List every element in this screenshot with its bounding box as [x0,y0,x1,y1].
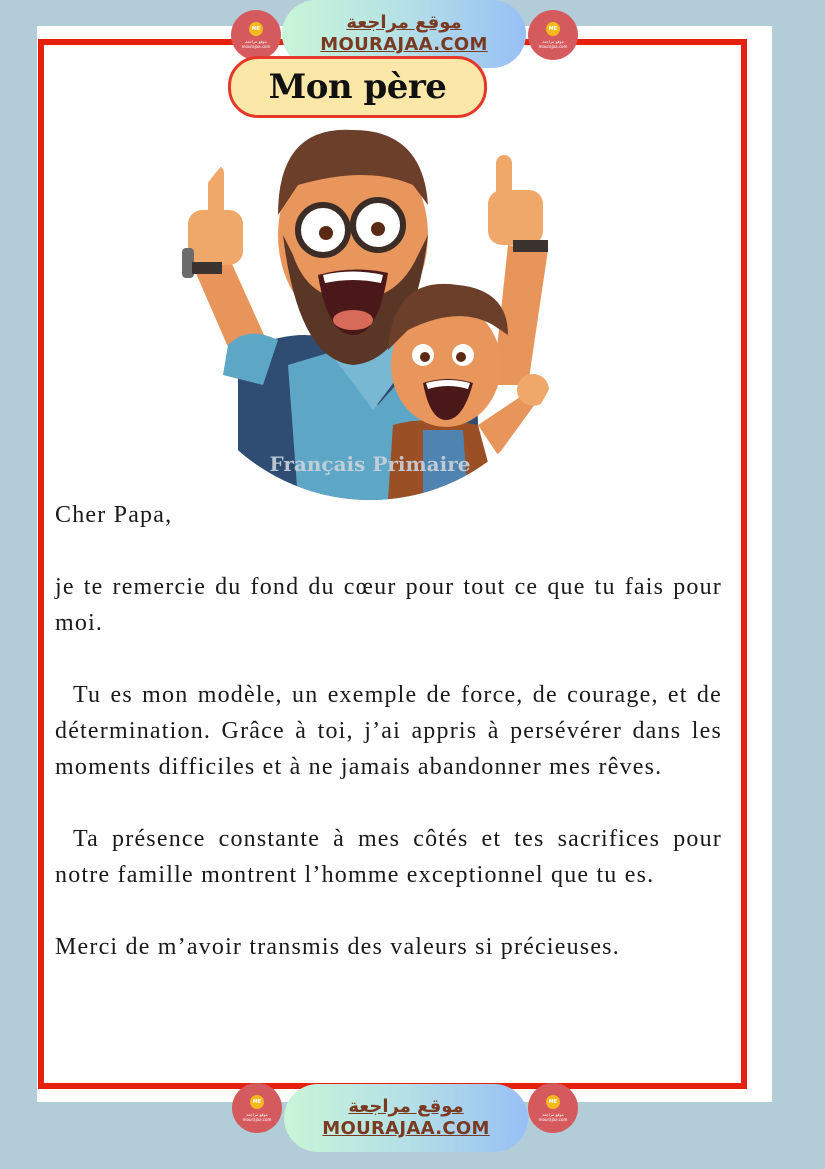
page-title: Mon père [228,56,487,118]
badge-caption: موقع مراجعة mourajaa.com [538,1111,568,1122]
letter-paragraph-4: Merci de m’avoir transmis des valeurs si précieuses. [55,934,620,960]
letter-paragraph-3: Ta présence constante à mes côtés et tes sacrifices pour notre famille montrent l’homme exceptionnel que tu es. [55,826,722,888]
badge-caption: موقع مراجعة mourajaa.com [241,38,271,49]
site-logo-icon: ME [546,1095,560,1109]
site-badge-top-right[interactable] [528,10,578,60]
father-son-illustration [178,125,563,500]
site-name-arabic: موقع مراجعة [348,1096,464,1117]
letter-greeting: Cher Papa, [55,502,173,528]
site-banner-bottom[interactable] [284,1084,528,1152]
site-name-latin: MOURAJAA.COM [322,1118,490,1139]
letter-paragraph-1: je te remercie du fond du cœur pour tout ce que tu fais pour moi. [55,574,722,636]
illustration-watermark: Français Primaire [269,452,471,476]
letter-body [55,497,722,965]
site-logo-icon: ME [546,22,560,36]
site-name-arabic: موقع مراجعة [346,12,462,33]
site-badge-bottom-left[interactable] [232,1083,282,1133]
badge-caption: موقع مراجعة mourajaa.com [538,38,568,49]
site-badge-top-left[interactable] [231,10,281,60]
site-logo-icon: ME [249,22,263,36]
badge-caption: موقع مراجعة mourajaa.com [242,1111,272,1122]
letter-paragraph-2: Tu es mon modèle, un exemple de force, de courage, et de détermination. Grâce à toi, j’ai appris à persévérer dans les moments difficiles et à ne jamais abandonner mes rêves. [55,682,722,780]
site-logo-icon: ME [250,1095,264,1109]
site-badge-bottom-right[interactable] [528,1083,578,1133]
site-name-latin: MOURAJAA.COM [320,34,488,55]
